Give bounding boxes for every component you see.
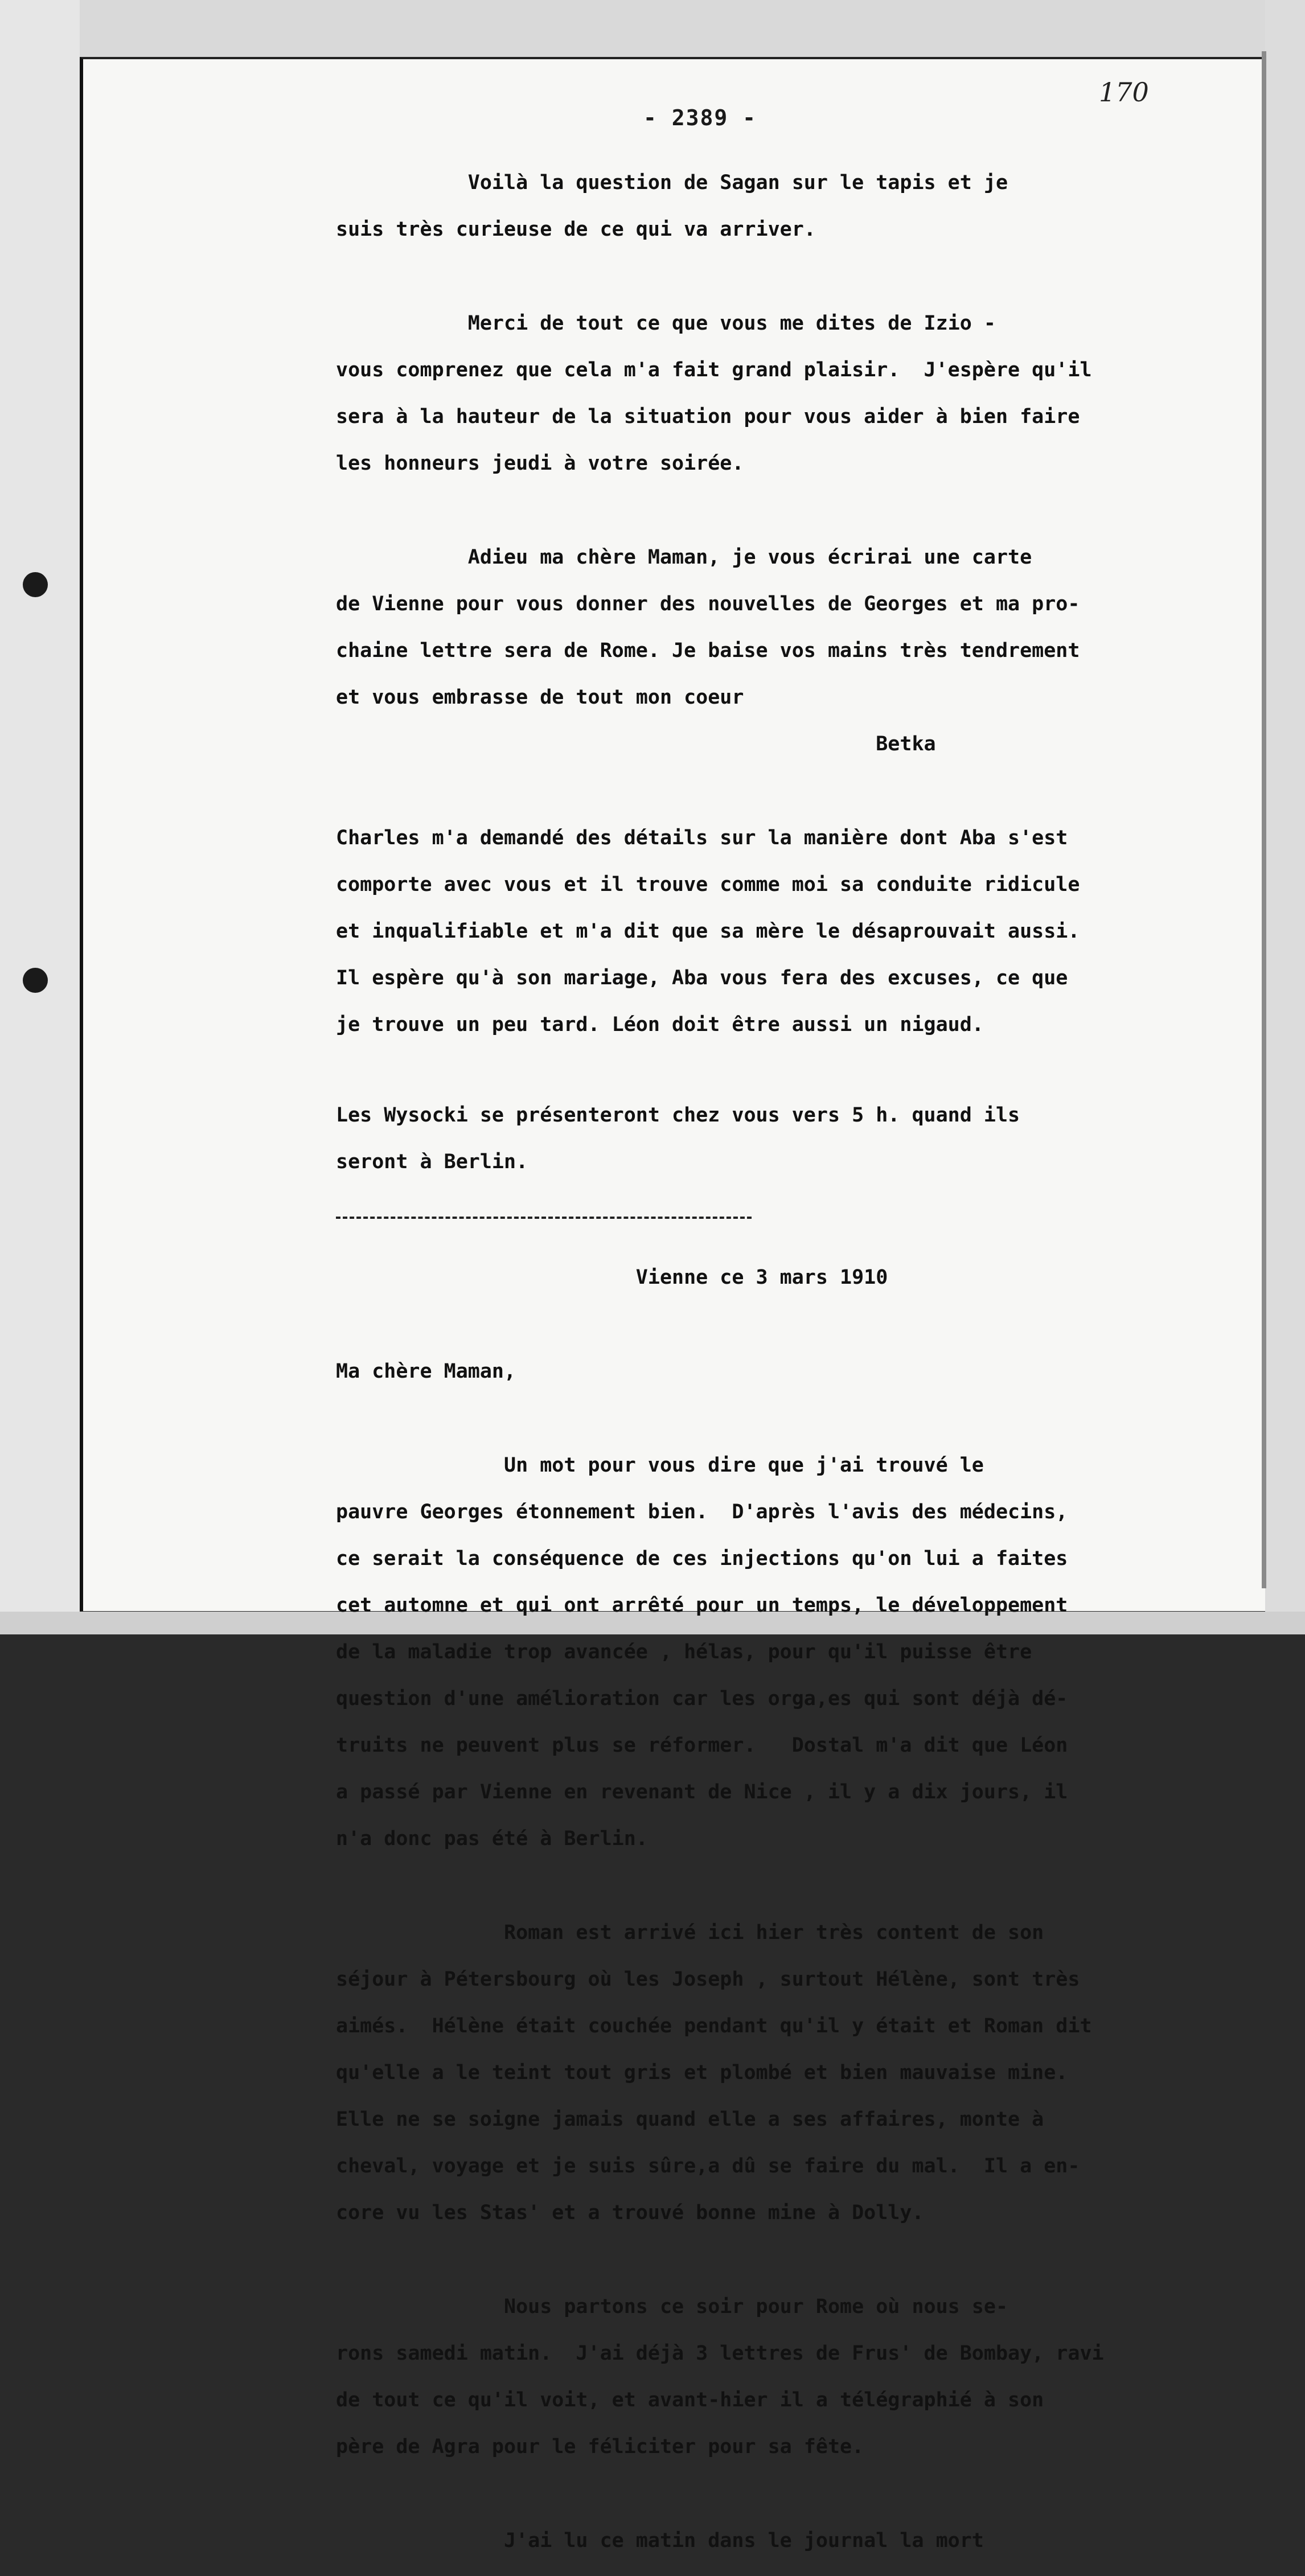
paragraph-gap bbox=[336, 1874, 1241, 1898]
text-line: Nous partons ce soir pour Rome où nous se- bbox=[336, 2295, 1008, 2318]
text-line: je trouve un peu tard. Léon doit être aussi un nigaud. bbox=[336, 1013, 984, 1036]
signature-betka: Betka bbox=[336, 733, 936, 755]
paragraph-gap bbox=[336, 779, 1241, 803]
text-line: seront à Berlin. bbox=[336, 1151, 528, 1173]
text-line: et inqualifiable et m'a dit que sa mère le désaprouvait aussi. bbox=[336, 920, 1080, 943]
text-line: de la maladie trop avancée , hélas, pour qu'il puisse être bbox=[336, 1641, 1032, 1663]
scanner-background-top bbox=[0, 0, 1305, 63]
scanner-background-left bbox=[0, 0, 80, 1634]
text-line: Roman est arrivé ici hier très content de son bbox=[336, 1921, 1044, 1944]
text-line: n'a donc pas été à Berlin. bbox=[336, 1827, 648, 1850]
text-line: Les Wysocki se présenteront chez vous vers 5 h. quand ils bbox=[336, 1104, 1020, 1127]
text-line: aimés. Hélène était couchée pendant qu'il y était et Roman dit bbox=[336, 2015, 1092, 2037]
text-line: cheval, voyage et je suis sûre,a dû se faire du mal. Il a en- bbox=[336, 2155, 1080, 2178]
scanner-background-right bbox=[1265, 0, 1305, 1634]
binder-hole-upper bbox=[23, 572, 48, 597]
sheet-edge bbox=[1262, 51, 1266, 1588]
text-line: et vous embrasse de tout mon coeur bbox=[336, 686, 744, 709]
text-line: question d'une amélioration car les orga,es qui sont déjà dé- bbox=[336, 1687, 1068, 1710]
paragraph-gap bbox=[336, 265, 1241, 289]
paragraph-gap bbox=[336, 2248, 1241, 2272]
text-line: Elle ne se soigne jamais quand elle a ses affaires, monte à bbox=[336, 2108, 1044, 2131]
salutation: Ma chère Maman, bbox=[336, 1360, 516, 1383]
page-number: - 2389 - bbox=[643, 105, 757, 130]
letter-date: Vienne ce 3 mars 1910 bbox=[336, 1266, 888, 1289]
text-line: chaine lettre sera de Rome. Je baise vos mains très tendrement bbox=[336, 639, 1080, 662]
text-line: pauvre Georges étonnement bien. D'après l'avis des médecins, bbox=[336, 1501, 1068, 1523]
paragraph-gap bbox=[336, 499, 1241, 523]
text-line: core vu les Stas' et a trouvé bonne mine à Dolly. bbox=[336, 2201, 924, 2224]
binder-hole-lower bbox=[23, 968, 48, 993]
text-line: séjour à Pétersbourg où les Joseph , surtout Hélène, sont très bbox=[336, 1968, 1080, 1991]
paragraph-gap bbox=[336, 1060, 1241, 1080]
text-line: cet automne et qui ont arrêté pour un temps, le développement bbox=[336, 1594, 1068, 1617]
text-line: Charles m'a demandé des détails sur la manière dont Aba s'est bbox=[336, 827, 1068, 849]
text-line: de Vienne pour vous donner des nouvelles de Georges et ma pro- bbox=[336, 593, 1080, 615]
paragraph-gap bbox=[336, 1407, 1241, 1431]
text-line: Merci de tout ce que vous me dites de Izio - bbox=[336, 312, 996, 335]
text-line: de tout ce qu'il voit, et avant-hier il a télégraphié à son bbox=[336, 2389, 1044, 2411]
folio-number: 170 bbox=[1099, 77, 1149, 108]
text-line: J'ai lu ce matin dans le journal la mort bbox=[336, 2529, 984, 2552]
text-line: suis très curieuse de ce qui va arriver. bbox=[336, 218, 816, 241]
text-line: truits ne peuvent plus se réformer. Dostal m'a dit que Léon bbox=[336, 1734, 1068, 1757]
text-line: vous comprenez que cela m'a fait grand plaisir. J'espère qu'il bbox=[336, 359, 1092, 381]
text-line: ce serait la conséquence de ces injections qu'on lui a faites bbox=[336, 1547, 1068, 1570]
text-line: père de Agra pour le féliciter pour sa fête. bbox=[336, 2435, 864, 2458]
letter-body bbox=[336, 148, 1241, 2576]
text-line: Un mot pour vous dire que j'ai trouvé le bbox=[336, 1454, 984, 1477]
text-line: Il espère qu'à son mariage, Aba vous fera des excuses, ce que bbox=[336, 967, 1068, 989]
paragraph-gap bbox=[336, 2482, 1241, 2506]
separator-line bbox=[336, 1217, 752, 1219]
text-line: comporte avec vous et il trouve comme moi sa conduite ridicule bbox=[336, 873, 1080, 896]
text-line: les honneurs jeudi à votre soirée. bbox=[336, 452, 744, 475]
text-line: a passé par Vienne en revenant de Nice , il y a dix jours, il bbox=[336, 1781, 1068, 1803]
text-line: Adieu ma chère Maman, je vous écrirai une carte bbox=[336, 546, 1032, 569]
text-line: sera à la hauteur de la situation pour vous aider à bien faire bbox=[336, 405, 1080, 428]
text-line: qu'elle a le teint tout gris et plombé et bien mauvaise mine. bbox=[336, 2061, 1068, 2084]
text-line: Voilà la question de Sagan sur le tapis et je bbox=[336, 171, 1008, 194]
paragraph-gap bbox=[336, 1313, 1241, 1337]
text-line: rons samedi matin. J'ai déjà 3 lettres de Frus' de Bombay, ravi bbox=[336, 2342, 1104, 2365]
